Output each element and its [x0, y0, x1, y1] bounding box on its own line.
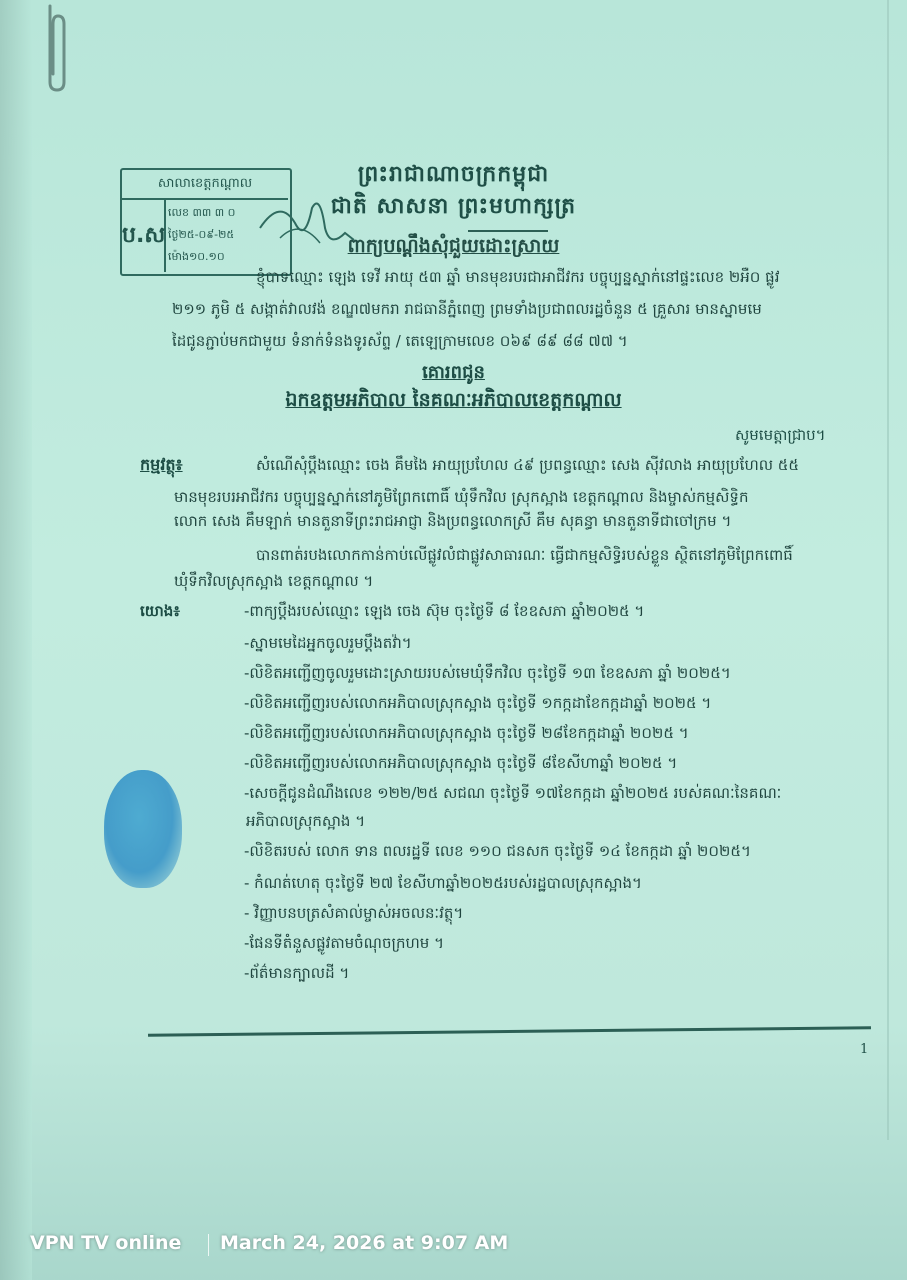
reference-item: -ផែនទីតំនួសផ្លូវតាមចំណុចក្រហម ។ [244, 934, 444, 952]
overlay-app-name: VPN TV online [30, 1232, 182, 1254]
paper-clip-icon [42, 4, 72, 92]
reference-item: -លិខិតរបស់ លោក ទាន ពលរដ្ឋទី លេខ ១១០ ជនសក ចុះថ្ងៃទី ១៤ ខែកក្កដា ឆ្នាំ ២០២៥។ [244, 842, 751, 860]
respectfully-to: គោរពជូន [422, 362, 485, 383]
please-be-informed: សូមមេត្តាជ្រាប។ [735, 426, 826, 444]
stamp-date: ថ្ងៃ២៥-០៩-២៥ [168, 228, 235, 241]
subject-line: លោក សេង គឹមឡាក់ មានតួនាទីព្រះរាជអាជ្ញា និងប្រពន្ធលោកស្រី គឹម សុគន្ធា មានតួនាទីជាចៅក្រម ។ [174, 512, 732, 530]
header-divider [468, 230, 548, 232]
reference-item: -ស្នាមមេដៃអ្នកចូលរួមប្តឹងតវ៉ា។ [244, 634, 412, 652]
thumbprint [104, 770, 182, 888]
kingdom-header: ព្រះរាជាណាចក្រកម្ពុជា [357, 162, 550, 187]
subject-line: បានពាត់របងលោកកាន់កាប់លើផ្លូវលំជាផ្លូវសាធារណៈ ធ្វើជាកម្មសិទ្ធិរបស់ខ្លួន ស្ថិតនៅភូមិព្រែកពោធិ៍ [256, 546, 793, 564]
motto-header: ជាតិ សាសនា ព្រះមហាក្សត្រ [330, 194, 577, 219]
subject-line: សំណើសុំប្តឹងឈ្មោះ ចេង គឹមងៃ អាយុប្រហែល ៤៩ ប្រពន្ធឈ្មោះ សេង ស៊ីវលាង អាយុប្រហែល ៥៥ [256, 456, 800, 474]
reference-label: យោង៖ [140, 602, 180, 620]
overlay-timestamp: March 24, 2026 at 9:07 AM [220, 1232, 509, 1254]
page-number: 1 [860, 1042, 869, 1057]
reference-item: - វិញ្ញាបនបត្រសំគាល់ម្ចាស់អចលនៈវត្ថុ។ [244, 904, 464, 922]
recipient: ឯកឧត្តមអភិបាល នៃគណៈអភិបាលខេត្តកណ្តាល [285, 389, 622, 411]
subject-line: ឃុំទឹកវិលស្រុកស្អាង ខេត្តកណ្តាល ។ [174, 572, 374, 590]
reference-item: - កំណត់ហេតុ ចុះថ្ងៃទី ២៧ ខែសីហាឆ្នាំ២០២៥របស់រដ្ឋបាលស្រុកស្អាង។ [244, 874, 642, 892]
reference-item: -លិខិតអញ្ជើញរបស់លោកអភិបាលស្រុកស្អាង ចុះថ្ងៃទី ៨ខែសីហាឆ្នាំ ២០២៥ ។ [244, 754, 678, 772]
reference-item: -សេចក្តីជូនដំណឹងលេខ ១២២/២៥ សជណ ចុះថ្ងៃទី ១៧ខែកក្កដា ឆ្នាំ២០២៥ របស់គណៈនៃគណៈ [244, 784, 782, 802]
reference-item: -លិខិតអញ្ជើញរបស់លោកអភិបាលស្រុកស្អាង ចុះថ្ងៃទី ១កក្កដាខែកក្កដាឆ្នាំ ២០២៥ ។ [244, 694, 712, 712]
reference-item: -ពាក្យប្តឹងរបស់ឈ្មោះ ឡេង ចេង ស៊ុម ចុះថ្ងៃទី ៨ ខែឧសភា ឆ្នាំ២០២៥ ។ [244, 602, 645, 620]
intro-line: ខ្ញុំបាទឈ្មោះ ឡេង ទេវី អាយុ ៥៣ ឆ្នាំ មានមុខរបរជាអាជីវករ បច្ចុប្បន្នស្នាក់នៅផ្ទះលេខ ២អឺ០ ផ្លូវ [256, 268, 780, 286]
subject-line: មានមុខរបរអាជីវករ បច្ចុប្បន្នស្នាក់នៅភូមិព្រែកពោធិ៍ ឃុំទឹកវិល ស្រុកស្អាង ខេត្តកណ្តាល និងម្ចាស់កម្មសិទ្ធិក [174, 488, 749, 506]
reference-item: អភិបាលស្រុកស្អាង ។ [246, 812, 366, 830]
footer-rule [148, 1026, 871, 1037]
reference-item: -លិខិតអញ្ជើញចូលរួមដោះស្រាយរបស់មេឃុំទឹកវិល ចុះថ្ងៃទី ១៣ ខែឧសភា ឆ្នាំ ២០២៥។ [244, 664, 731, 682]
stamp-number: លេខ ៣៣ ៣ ០ [168, 206, 236, 219]
overlay-separator [208, 1234, 209, 1256]
stamp-tag: ប.ស [122, 200, 166, 272]
reference-item: -ព័ត៌មានក្បាលដី ។ [244, 964, 350, 982]
intro-line: ដៃជូនភ្ជាប់មកជាមួយ ទំនាក់ទំនងទូរស័ព្ទ / តេឡេក្រាមលេខ ០៦៩ ៨៩ ៨៨ ៧៧ ។ [172, 332, 628, 350]
subject-label: កម្មវត្ថុ៖ [140, 455, 183, 474]
document-title: ពាក្យបណ្តឹងសុំជួយដោះស្រាយ [347, 235, 560, 257]
reference-item: -លិខិតអញ្ជើញរបស់លោកអភិបាលស្រុកស្អាង ចុះថ្ងៃទី ២៨ខែកក្កដាឆ្នាំ ២០២៥ ។ [244, 724, 689, 742]
stamp-org: សាលាខេត្តកណ្តាល [122, 170, 288, 200]
intro-line: ២១១ ភូមិ ៥ សង្កាត់វាលវង់ ខណ្ឌ៧មករា រាជធានីភ្នំពេញ ព្រមទាំងប្រជាពលរដ្ឋចំនួន ៥ គ្រួសារ មានស្នាមមេ [172, 300, 762, 318]
stamp-time: ម៉ោង១០.១០ [168, 250, 225, 263]
